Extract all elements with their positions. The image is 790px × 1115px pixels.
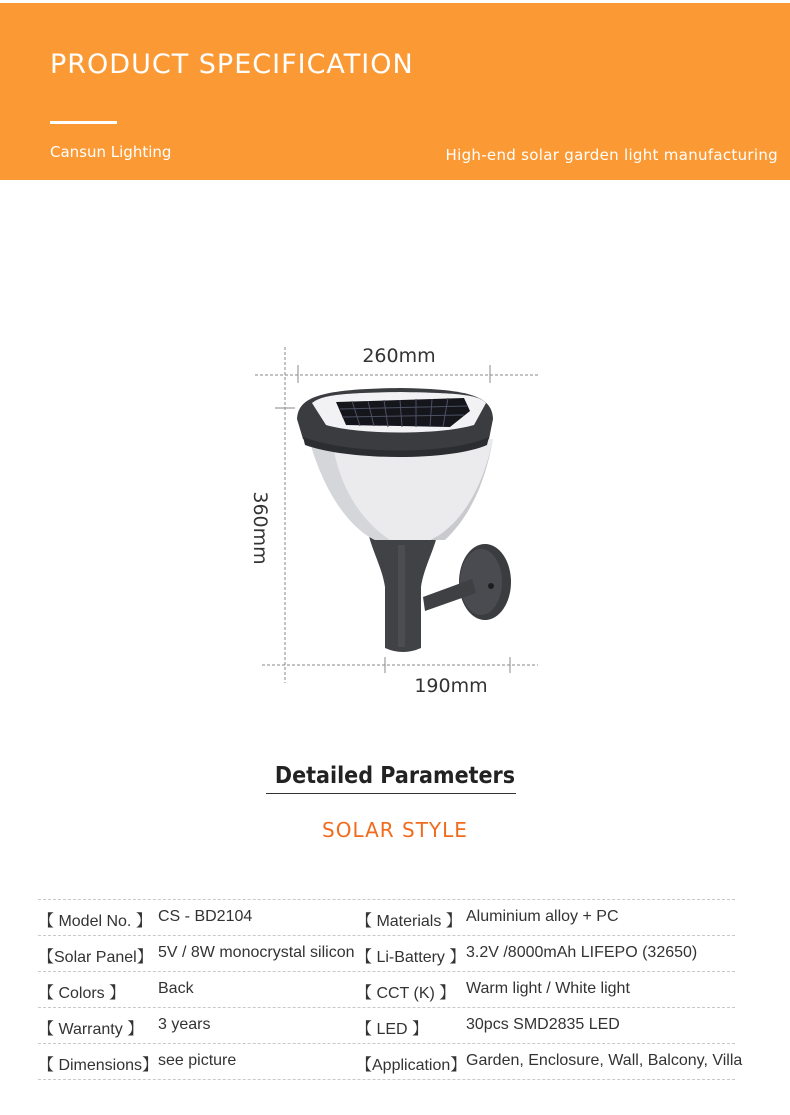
- spec-label: 【Application】: [356, 1057, 467, 1074]
- section-subtitle: SOLAR STYLE: [322, 818, 468, 842]
- spec-row: [38, 1007, 735, 1043]
- brand-name: Cansun Lighting: [50, 143, 172, 161]
- solar-lamp-illustration: [297, 388, 511, 652]
- banner-title: PRODUCT SPECIFICATION: [50, 49, 414, 80]
- spec-label: 【Solar Panel】: [38, 949, 153, 966]
- width-dimension-label: 260mm: [362, 345, 436, 367]
- spec-value: 30pcs SMD2835 LED: [466, 1016, 620, 1033]
- spec-value: Warm light / White light: [466, 980, 630, 997]
- spec-value: Back: [158, 980, 194, 997]
- spec-row: [38, 899, 735, 935]
- spec-label: 【 Warranty 】: [38, 1021, 144, 1038]
- spec-value: Garden, Enclosure, Wall, Balcony, Villa: [466, 1052, 743, 1069]
- section-title-underline: [266, 793, 516, 794]
- spec-label: 【 Li-Battery 】: [356, 949, 466, 966]
- spec-value: CS - BD2104: [158, 908, 253, 925]
- height-dimension-label: 360mm: [249, 491, 271, 565]
- spec-row: [38, 1043, 743, 1080]
- spec-label: 【 Colors 】: [38, 985, 126, 1002]
- spec-value: see picture: [158, 1052, 237, 1069]
- spec-label: 【 CCT (K) 】: [356, 985, 456, 1002]
- spec-value: Aluminium alloy + PC: [466, 908, 619, 925]
- spec-value: 3 years: [158, 1016, 211, 1033]
- spec-value: 5V / 8W monocrystal silicon: [158, 944, 355, 961]
- header-banner: [0, 3, 790, 180]
- spec-label: 【 LED 】: [356, 1021, 429, 1038]
- banner-divider: [50, 121, 117, 124]
- spec-label: 【 Dimensions】: [38, 1057, 159, 1074]
- banner-tagline: High-end solar garden light manufacturing: [445, 146, 778, 164]
- spec-value: 3.2V /8000mAh LIFEPO (32650): [466, 944, 698, 961]
- spec-label: 【 Materials 】: [356, 913, 462, 930]
- product-figure: [240, 335, 550, 705]
- base-dimension-label: 190mm: [414, 675, 488, 697]
- section-title: Detailed Parameters: [274, 763, 516, 789]
- spec-label: 【 Model No. 】: [38, 913, 152, 930]
- spec-row: [38, 971, 735, 1007]
- spec-row: [38, 935, 735, 971]
- spec-table: [38, 899, 743, 1080]
